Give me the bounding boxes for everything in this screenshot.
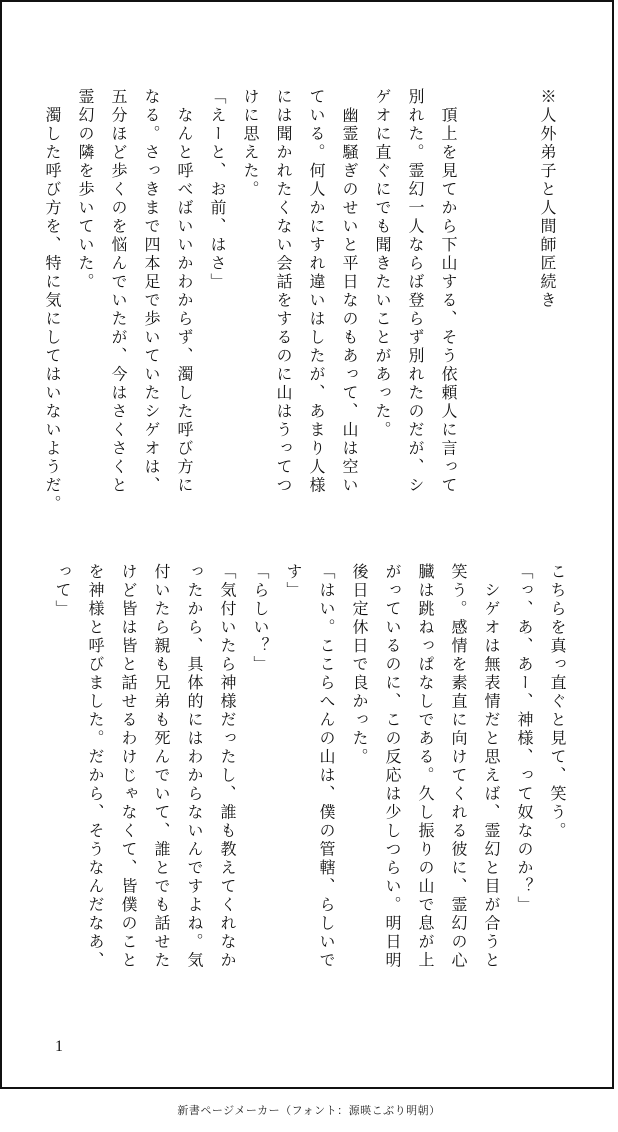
text-line: 付いたら親も兄弟も死んでいて、誰とでも話せた bbox=[152, 563, 171, 970]
text-line: 頂上を見てから下山する、そう依頼人に言って bbox=[439, 88, 458, 495]
text-line: ったから、具体的にはわからないんですよね。気 bbox=[185, 563, 204, 970]
text-line: 濁した呼び方を、特に気にしてはいないようだ。 bbox=[43, 88, 62, 514]
text-line: 臓は跳ねっぱなしである。久し振りの山で息が上 bbox=[416, 563, 435, 970]
text-line: 「気付いたら神様だったし、誰も教えてくれなか bbox=[218, 563, 237, 970]
text-line: シゲオは無表情だと思えば、霊幻と目が合うと bbox=[482, 563, 501, 970]
text-line: 「らしい？」 bbox=[251, 563, 270, 674]
text-line: 五分ほど歩くのを悩んでいたが、今はさくさくと bbox=[109, 88, 128, 495]
text-line bbox=[465, 88, 498, 538]
upper-text-block bbox=[36, 88, 564, 538]
text-line: 幽霊騒ぎのせいと平日なのもあって、山は空い bbox=[340, 88, 359, 495]
footer-caption: 新書ページメーカー（フォント：源暎こぶり明朝） bbox=[177, 1104, 441, 1117]
text-line: けに思えた。 bbox=[241, 88, 260, 199]
text-line: 別れた。霊幻一人ならば登らず別れたのだが、シ bbox=[406, 88, 425, 495]
lower-text-block bbox=[46, 563, 574, 1013]
text-line: 「っ、あ、あー、神様、って奴なのか？」 bbox=[515, 563, 534, 915]
text-line: こちらを真っ直ぐと見て、笑う。 bbox=[548, 563, 567, 841]
text-line: を神様と呼びました。だから、そうなんだなあ、 bbox=[86, 563, 105, 970]
text-line: 「はい。ここらへんの山は、僕の管轄、らしいで bbox=[317, 563, 336, 970]
text-line: けど皆は皆と話せるわけじゃなくて、皆僕のこと bbox=[119, 563, 138, 970]
text-line: 「えーと、お前、はさ」 bbox=[208, 88, 227, 292]
text-line: って」 bbox=[53, 563, 72, 619]
text-line: す」 bbox=[284, 563, 303, 600]
text-line: ゲオに直ぐにでも聞きたいことがあった。 bbox=[373, 88, 392, 440]
text-line bbox=[498, 88, 531, 538]
text-line: 笑う。感情を素直に向けてくれる彼に、霊幻の心 bbox=[449, 563, 468, 970]
text-line: ※人外弟子と人間師匠続き bbox=[538, 88, 557, 310]
text-line: 後日定休日で良かった。 bbox=[350, 563, 369, 767]
page-number: 1 bbox=[55, 1038, 63, 1055]
text-line: がっているのに、この反応は少しつらい。明日明 bbox=[383, 563, 402, 970]
text-line: 霊幻の隣を歩いていた。 bbox=[76, 88, 95, 292]
text-line: なんと呼べばいいかわからず、濁した呼び方に bbox=[175, 88, 194, 495]
text-line: なる。さっきまで四本足で歩いていたシゲオは、 bbox=[142, 88, 161, 495]
text-line: には聞かれたくない会話をするのに山はうってつ bbox=[274, 88, 293, 495]
text-line: ている。何人かにすれ違いはしたが、あまり人様 bbox=[307, 88, 326, 495]
